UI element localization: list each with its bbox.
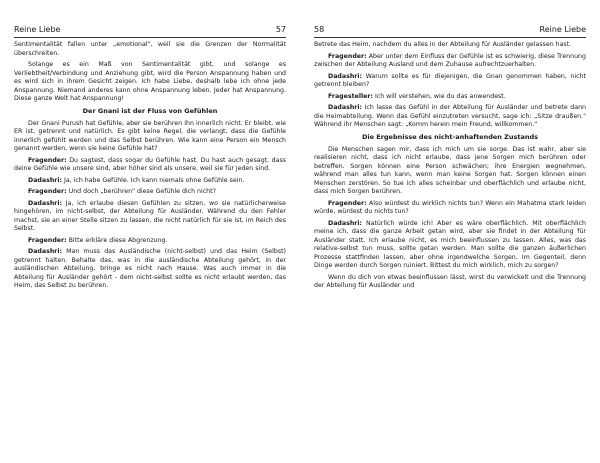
dialogue-text: Warum sollte es für diejenigen, die Gnan genommen haben, nicht getrennt bleiben? <box>314 72 586 88</box>
speaker-label: Fragender: <box>28 188 67 195</box>
paragraph: Der Gnani Purush hat Gefühle, aber sie berühren ihn innerlich nicht. Er bleibt, wie ER ist, getrennt und natürlich. Es gibt keine Regel, die verlangt, dass die Gefühle innerlich gefühlt werden und das Selbst berühren. Wie kann eine Person ein Mensch genannt werden, wenn sie keine Gefühle hat? <box>14 119 286 152</box>
speaker-label: Dadashri: <box>28 199 62 207</box>
dialogue-text: Ich lasse das Gefühl in der Abteilung für Ausländer und betrete dann die Heimabteilung. Wenn das Gefühl einzutreten versucht, sage ich: „Sitze draußen." Während ihr Menschen sagt: „Komm herein mein Freund, willkommen." <box>314 104 586 128</box>
dialogue-text: Natürlich würde ich! Aber es wäre oberflächlich. Mit oberflächlich meine ich, dass die ganze Arbeit getan wird, aber sie findet in der Abteilung für Ausländer statt. Ich erlaube nicht, es mich beeinflussen zu lassen. Alles, was das relative-selbst tun muss, sollte getan werden. Man sollte die ganzen äußerlichen Prozesse stattfinden lassen, aber ohne irgendwelche Sorgen. Im Gegenteil, denn Dinge werden durch Sorgen ruiniert. Bittest du mich wirklich, mich zu sorgen? <box>314 219 586 269</box>
dialogue-paragraph <box>14 177 286 186</box>
paragraph: Sentimentalität fallen unter „emotional", weil sie die Grenzen der Normalität überschreiten. <box>14 41 286 57</box>
speaker-label: Fragender: <box>28 236 67 244</box>
left-page-title: Reine Liebe <box>14 25 61 34</box>
dialogue-text: Ich will verstehen, wie du das anwendest. <box>374 92 506 100</box>
left-header-rule <box>14 37 286 38</box>
right-page-title: Reine Liebe <box>539 25 586 34</box>
dialogue-paragraph <box>314 93 586 102</box>
dialogue-paragraph <box>314 200 586 217</box>
section-heading: Die Ergebnisse des nicht-anhaftenden Zustands <box>361 132 539 141</box>
speaker-label: Dadashri: <box>28 248 62 255</box>
speaker-label: Dadashri: <box>328 104 362 111</box>
dialogue-paragraph <box>314 220 586 271</box>
speaker-label: Fragesteller: <box>328 92 373 100</box>
dialogue-paragraph <box>314 73 586 90</box>
right-page <box>300 0 600 463</box>
right-page-number: 58 <box>314 25 325 34</box>
left-page-number: 57 <box>275 25 286 34</box>
speaker-label: Dadashri: <box>28 176 62 184</box>
dialogue-text: Also würdest du wirklich nichts tun? Wenn ein Mahatma stark leiden würde, würdest du nichts tun? <box>314 199 586 215</box>
paragraph: Wenn du dich von etwas beeinflussen lässt, wirst du verwickelt und die Trennung der Abteilung für Ausländer und <box>314 273 586 289</box>
paragraph: Solange es ein Maß von Sentimentalität gibt, und solange es Verliebtheit/Verbindung und Anziehung gibt, wird die Person Anspannung haben und es wird sich in ihrem Gesicht zeigen. Ich habe Liebe, deshalb lebe ich ohne jede Anspannung. Niemand anderes kann ohne Anspannung leben. Jeder hat Anspannung. Diese ganze Welt hat Anspannung! <box>14 61 286 102</box>
dialogue-paragraph <box>314 53 586 70</box>
dialogue-text: Und doch „berühren" diese Gefühle dich nicht? <box>68 188 216 195</box>
right-header-rule <box>314 37 586 38</box>
paragraph: Die Menschen sagen mir, dass ich mich um sie sorge. Das ist wahr, aber sie realisieren nicht, dass ich nicht erlaube, dass jene Sorgen mich berühren oder betreffen. Sorgen können eine Person schwächen; ihre Energien wegnehmen, während man alles tun kann, wenn man keine Sorgen hat. Sorgen können einen Menschen zerstören. So tue ich alles scheinbar und oberflächlich und erlaube nicht, dass mich Sorgen berühren. <box>314 145 586 195</box>
speaker-label: Fragender: <box>328 199 367 207</box>
dialogue-paragraph <box>14 237 286 246</box>
speaker-label: Dadashri: <box>328 72 362 80</box>
dialogue-paragraph <box>14 157 286 174</box>
dialogue-text: Bitte erkläre diese Abgrenzung. <box>68 236 168 244</box>
dialogue-paragraph <box>14 200 286 234</box>
dialogue-paragraph <box>314 104 586 130</box>
dialogue-text: Ja, ich erlaube diesen Gefühlen zu sitzen, wo sie natürlicherweise hingehören, im nicht-selbst, der Abteilung für Ausländer. Während du den Fehler machst, sie an einer Stelle sitzen zu lassen, die nicht natürlich für sie ist, im Reich des Selbst. <box>14 199 286 232</box>
dialogue-text: Man muss das Ausländische (nicht-selbst) und das Heim (Selbst) getrennt halten. Behalte das, was in die ausländische Abteilung gehört, in der ausländischen Abteilung, bringe es nicht nach Hause. Was auch immer in die Abteilung für Ausländer gehört - dem nicht-selbst sollte es nicht erlaubt werden, das Heim, das Selbst zu berühren. <box>14 248 286 289</box>
dialogue-text: Ja, ich habe Gefühle. Ich kann niemals ohne Gefühle sein. <box>64 176 245 184</box>
speaker-label: Dadashri: <box>328 219 362 227</box>
dialogue-text: Du sagtest, dass sogar du Gefühle hast. Du hast auch gesagt, dass deine Gefühle wie unsere sind, aber höher sind als unsere, weil sie für jeden sind. <box>14 156 286 172</box>
paragraph: Betrete das Heim, nachdem du alles in der Abteilung für Ausländer gelassen hast. <box>314 41 572 48</box>
speaker-label: Fragender: <box>328 52 367 60</box>
dialogue-paragraph <box>14 248 286 291</box>
dialogue-paragraph <box>14 188 286 197</box>
right-page-body <box>314 41 586 291</box>
speaker-label: Fragender: <box>28 156 67 164</box>
left-page-header <box>14 25 286 34</box>
dialogue-text: Aber unter dem Einfluss der Gefühle ist es schwierig, diese Trennung zwischen der Abteilung Ausland und dem Zuhause aufrechtzuerhalten. <box>314 52 586 68</box>
left-page-body <box>14 41 286 291</box>
section-heading: Der Gnani ist der Fluss von Gefühlen <box>82 106 218 115</box>
right-page-header <box>314 25 586 34</box>
